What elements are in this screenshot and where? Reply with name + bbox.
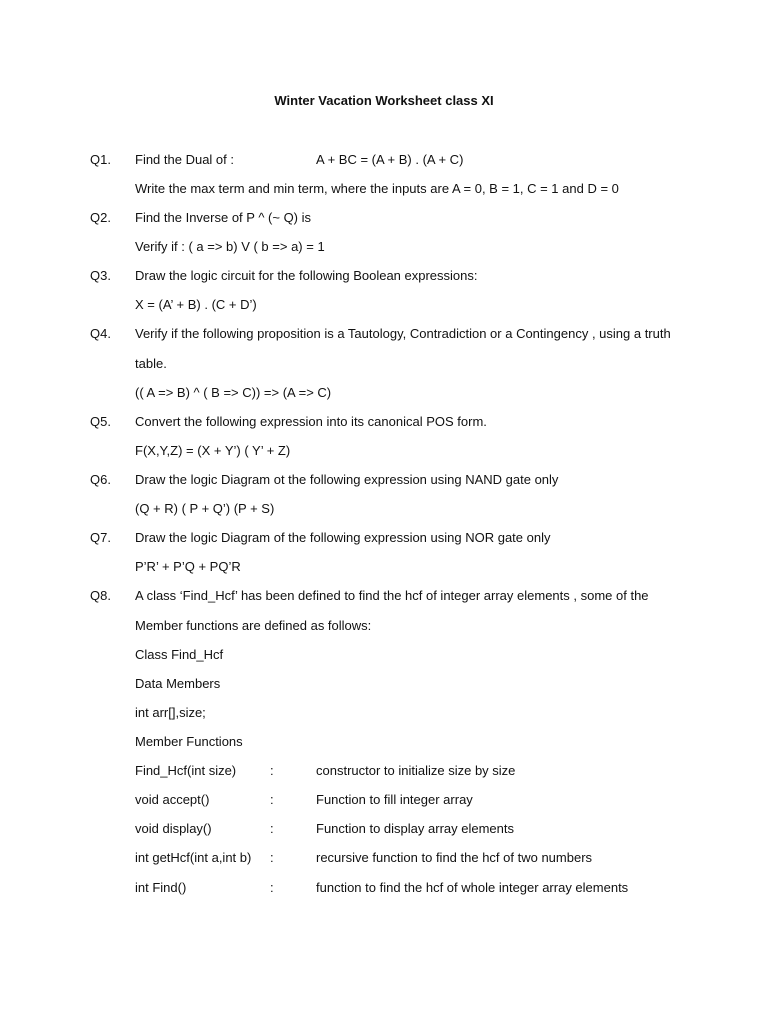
question-number-q7: Q7. [90,530,111,545]
question-number-q5: Q5. [90,414,111,429]
q8-prompt: A class ‘Find_Hcf’ has been defined to find the hcf of integer array elements , some of the [135,588,649,603]
page-title: Winter Vacation Worksheet class XI [274,93,494,108]
q8-data-members: int arr[],size; [135,705,206,720]
question-number-q3: Q3. [90,268,111,283]
member-signature: void display() [135,821,212,836]
q4-prompt-continued: table. [135,356,167,371]
q2-subquestion: Verify if : ( a => b) V ( b => a) = 1 [135,239,325,254]
question-number-q8: Q8. [90,588,111,603]
member-separator: : [270,850,274,865]
question-number-q1: Q1. [90,152,111,167]
q2-prompt: Find the Inverse of P ^ (~ Q) is [135,210,312,225]
question-number-q2: Q2. [90,210,111,225]
member-description: Function to fill integer array [316,792,473,807]
member-signature: Find_Hcf(int size) [135,763,237,778]
q4-prompt: Verify if the following proposition is a Tautology, Contradiction or a Contingency , using a truth [135,326,671,341]
q7-expression: P’R’ + P’Q + PQ’R [135,559,241,574]
member-separator: : [270,792,274,807]
member-signature: void accept() [135,792,210,807]
q6-expression: (Q + R) ( P + Q’) (P + S) [135,501,275,516]
member-signature: int getHcf(int a,int b) [135,850,252,865]
member-description: constructor to initialize size by size [316,763,516,778]
member-separator: : [270,821,274,836]
member-description: function to find the hcf of whole integer array elements [316,880,629,895]
member-separator: : [270,763,274,778]
q7-prompt: Draw the logic Diagram of the following expression using NOR gate only [135,530,551,545]
q6-prompt: Draw the logic Diagram ot the following expression using NAND gate only [135,472,559,487]
q8-class-name: Class Find_Hcf [135,647,224,662]
member-signature: int Find() [135,880,187,895]
q5-prompt: Convert the following expression into its canonical POS form. [135,414,487,429]
question-number-q6: Q6. [90,472,111,487]
q4-expression: (( A => B) ^ ( B => C)) => (A => C) [135,385,332,400]
q3-prompt: Draw the logic circuit for the following Boolean expressions: [135,268,478,283]
q8-data-members-heading: Data Members [135,676,221,691]
q1-subquestion: Write the max term and min term, where the inputs are A = 0, B = 1, C = 1 and D = 0 [135,181,619,196]
q3-expression: X = (A’ + B) . (C + D’) [135,297,257,312]
q8-prompt-continued: Member functions are defined as follows: [135,618,372,633]
q5-expression: F(X,Y,Z) = (X + Y’) ( Y’ + Z) [135,443,291,458]
member-separator: : [270,880,274,895]
member-description: Function to display array elements [316,821,514,836]
q8-member-functions-heading: Member Functions [135,734,243,749]
question-number-q4: Q4. [90,326,111,341]
member-description: recursive function to find the hcf of two numbers [316,850,593,865]
q1-prompt: Find the Dual of : [135,152,234,167]
q1-expression: A + BC = (A + B) . (A + C) [316,152,464,167]
